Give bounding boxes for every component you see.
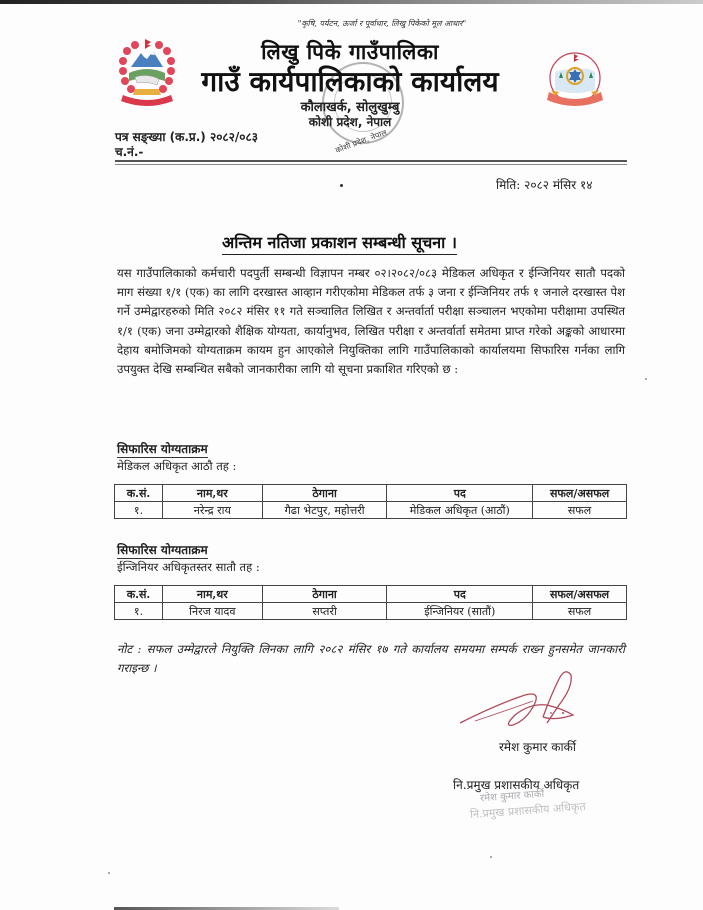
address-line-2: कोशी प्रदेश, नेपाल — [308, 115, 392, 129]
cell-serial: १. — [115, 603, 163, 620]
scan-speck — [490, 856, 492, 858]
column-header-name: नाम,थर — [162, 586, 262, 603]
column-header-serial: क.सं. — [115, 485, 163, 502]
cell-post: ईन्जिनियर (सातौं) — [387, 603, 533, 620]
cell-address: गैढा भेटपुर, महोत्तरी — [262, 502, 387, 519]
column-header-post: पद — [387, 586, 533, 603]
municipality-logo-icon — [545, 50, 605, 112]
signatory-title: नि.प्रमुख प्रशासकीय अधिकृत — [453, 778, 580, 792]
scan-speck — [340, 184, 343, 187]
letter-number: पत्र सङ्ख्या (क.प्र.) २०८२/०८३ — [115, 130, 259, 144]
signature-icon — [455, 665, 595, 740]
name-stamp-line-1: रमेश कुमार कार्की — [479, 788, 545, 805]
column-header-result: सफल/असफल — [533, 485, 627, 502]
column-header-result: सफल/असफल — [533, 586, 627, 603]
signatory-name: रमेश कुमार कार्की — [499, 740, 576, 754]
section-heading-engineer: सिफारिस योग्यताक्रम — [117, 543, 208, 557]
cell-address: सप्तरी — [262, 603, 387, 620]
section-subheading-medical: मेडिकल अधिकृत आठौ तह : — [117, 459, 237, 473]
table-row — [115, 603, 627, 620]
scan-speck — [108, 872, 110, 874]
table-row — [115, 502, 627, 519]
scan-top-edge — [0, 0, 703, 4]
address-line-1: कौलाखर्क, सोलुखुम्बु — [300, 100, 400, 115]
notice-body: यस गाउँपालिकाको कर्मचारी पदपुर्ती सम्बन्धी विज्ञापन नम्बर ०२।२०८२/०८३ मेडिकल अधिकृत र ईन्जिनियर सातौ पदको माग संख्या १/१ (एक) का लागि दरखास्त आव्हान गरीएकोमा मेडिकल तर्फ ३ जना र ईन्जिनियर तर्फ १ जनाले दरखास्त पेश गर्ने उम्मेद्वारहरुको मिति २०८२ मंसिर ११ गते सञ्चालित लिखित र अन्तर्वार्ता परीक्षा सञ्चालन भएकोमा परीक्षामा उपस्थित १/१ (एक) जना उम्मेद्वारको शैक्षिक योग्यता, कार्यानुभव, लिखित परीक्षा र अन्तर्वार्ता समेतमा प्राप्त गरेको अङ्कको आधारमा देहाय बमोजिमको योग्यताक्रम कायम हुन आएकोले नियुक्तिका लागि गाउँपालिकाको कार्यालयमा सिफारिस गर्नका लागि उपयुक्त देखि सम्बन्धित सबैको जानकारीका लागि यो सूचना प्रकाशित गरिएको छ : — [117, 266, 625, 377]
dispatch-number: च.नं.- — [115, 145, 144, 159]
cell-serial: १. — [115, 502, 163, 519]
motto: "कृषि, पर्यटन, ऊर्जा र पूर्वाधार, लिखु पिकेको मूल आधार" — [297, 19, 467, 28]
column-header-name: नाम,थर — [162, 485, 262, 502]
office-name: गाउँ कार्यपालिकाको कार्यालय — [201, 65, 499, 98]
note-text: नोट : सफल उम्मेद्वारले नियुक्ति लिनका लागि २०८२ मंसिर १७ गते कार्यालय समयमा सम्पर्क राख्न हुनसमेत जानकारी गराइन्छ । — [117, 642, 625, 675]
header-divider-thick — [115, 160, 627, 162]
seal-text: कोशी प्रदेश, नेपाल — [334, 128, 388, 155]
section-heading-medical: सिफारिस योग्यताक्रम — [117, 442, 208, 456]
name-stamp-line-2: नि.प्रमुख प्रशासकीय अधिकृत — [469, 799, 587, 822]
section-subheading-engineer: ईन्जिनियर अधिकृतस्तर सातौ तह : — [117, 560, 260, 574]
table-header-row — [115, 485, 627, 502]
cell-post: मेडिकल अधिकृत (आठौं) — [387, 502, 533, 519]
cell-name: नरेन्द्र राय — [162, 502, 262, 519]
table-header-row — [115, 586, 627, 603]
scan-speck — [645, 378, 647, 380]
document-date: मिति: २०८२ मंसिर १४ — [496, 178, 593, 192]
org-name: लिखु पिके गाउँपालिका — [261, 40, 439, 64]
column-header-post: पद — [387, 485, 533, 502]
medical-results-table — [114, 484, 627, 519]
cell-result: सफल — [533, 502, 627, 519]
column-header-address: ठेगाना — [262, 485, 387, 502]
engineer-results-table — [114, 585, 627, 620]
column-header-serial: क.सं. — [115, 586, 163, 603]
cell-result: सफल — [533, 603, 627, 620]
header-divider-thin — [115, 164, 627, 165]
cell-name: निरज यादव — [162, 603, 262, 620]
column-header-address: ठेगाना — [262, 586, 387, 603]
notice-title: अन्तिम नतिजा प्रकाशन सम्बन्धी सूचना । — [222, 231, 457, 255]
